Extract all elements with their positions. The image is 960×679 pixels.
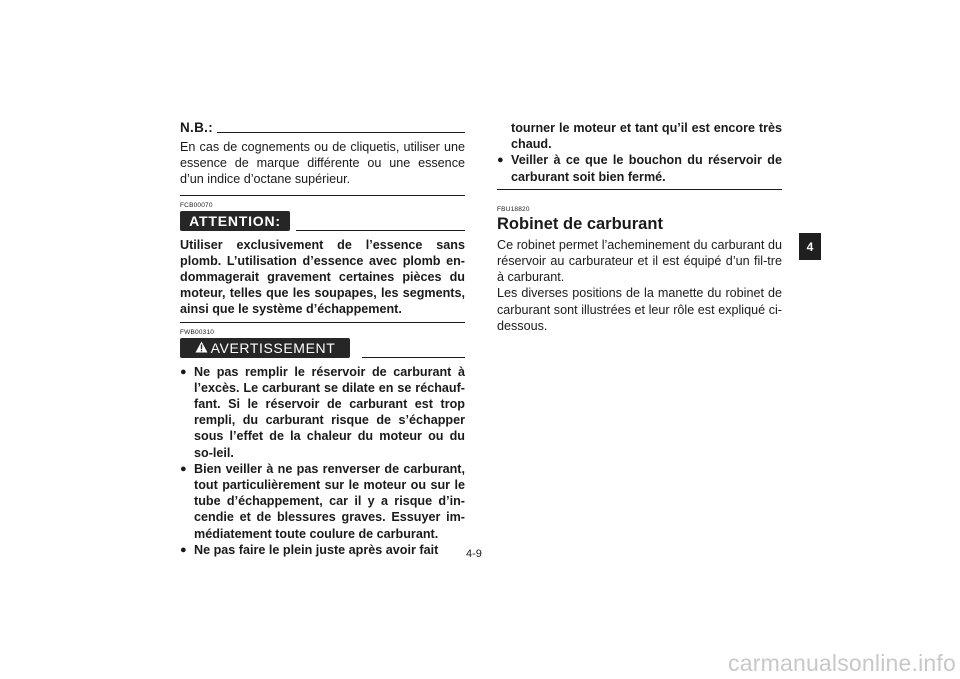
bullet-icon: ● (180, 543, 187, 556)
warning-rule (362, 357, 465, 358)
section-paragraph-2: Les diverses positions de la manette du robinet de carburant sont illustrées et leur rôle est expliqué ci-dessous. (497, 286, 782, 333)
watermark: carmanualsonline.info (728, 650, 956, 676)
right-column (497, 120, 782, 334)
section-title: Robinet de carburant (497, 214, 663, 233)
warning-tag (180, 338, 350, 358)
list-item: ● Bien veiller à ne pas renverser de carburant, tout particulièrement sur le moteur ou sur le tube d’échappement, car il y a risque d’in-cendie et de blessures graves. Essuyer im-médiatement toute coulure de carburant. (180, 461, 465, 541)
warning-code: FWB00310 (180, 328, 215, 336)
page-number: 4-9 (466, 548, 482, 560)
warning-end-rule (497, 189, 782, 190)
warning-header (180, 338, 465, 358)
bullet-icon: ● (497, 154, 504, 167)
warning-triangle-icon (195, 340, 208, 356)
attention-rule (296, 230, 465, 231)
attention-header (180, 211, 465, 231)
nb-rule (217, 132, 465, 133)
attention-end-rule (180, 322, 465, 323)
nb-text: En cas de cognements ou de cliquetis, utiliser une essence de marque différente ou une essence d’un indice d’octane supérieur. (180, 140, 465, 187)
nb-end-rule (180, 195, 465, 196)
warning-label: AVERTISSEMENT (210, 339, 336, 356)
chapter-tab: 4 (799, 233, 821, 260)
attention-text: Utiliser exclusivement de l’essence sans plomb. L’utilisation d’essence avec plomb en-dommagerait gravement certaines pièces du moteur, telles que les soupapes, les segments, ainsi que le système d’échappement. (180, 237, 465, 317)
attention-tag: ATTENTION: (180, 211, 290, 231)
left-column (180, 120, 465, 558)
bullet-icon: ● (180, 365, 187, 378)
nb-title: N.B.: (180, 120, 213, 135)
list-item: ● Veiller à ce que le bouchon du réservoir de carburant soit bien fermé. (497, 153, 782, 184)
warning-continued-text: tourner le moteur et tant qu’il est encore très chaud. (511, 121, 782, 152)
nb-header (180, 120, 465, 136)
section-code: FBU18820 (497, 205, 530, 213)
list-item: ● Ne pas faire le plein juste après avoir fait (180, 542, 439, 557)
list-item: ● Ne pas remplir le réservoir de carburant à l’excès. Le carburant se dilate en se réchauf-fant. Si le réservoir de carburant est trop rempli, du carburant risque de s’échapper sous l’effet de la chaleur du moteur ou du so-leil. (180, 364, 465, 460)
bullet-icon: ● (180, 462, 187, 475)
warning-bullets (180, 364, 465, 558)
section-paragraph-1: Ce robinet permet l’acheminement du carburant du réservoir au carburateur et il est équipé d’un fil-tre à carburant. (497, 237, 782, 285)
attention-code: FCB00070 (180, 201, 213, 209)
warning-bullets-continued (497, 152, 782, 184)
